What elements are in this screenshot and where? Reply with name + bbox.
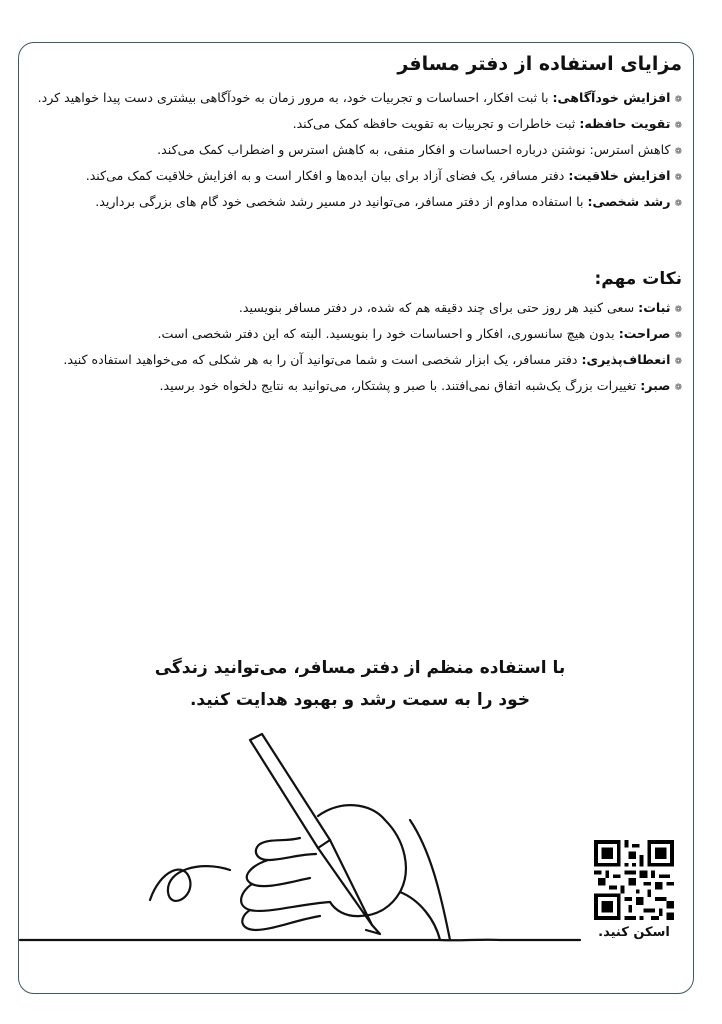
qr-code[interactable] <box>594 840 674 920</box>
benefits-title: مزایای استفاده از دفتر مسافر <box>397 53 682 75</box>
list-item: ❁کاهش استرس: نوشتن درباره احساسات و افکار منفی، به کاهش استرس و اضطراب کمک می‌کند. <box>157 142 682 157</box>
bullet-icon: ❁ <box>674 331 682 341</box>
notes-title: نکات مهم: <box>594 269 682 289</box>
quote-line-1: با استفاده منظم از دفتر مسافر، می‌توانید زندگی <box>154 658 566 678</box>
bullet-icon: ❁ <box>674 95 682 105</box>
scan-caption: اسکن کنید. <box>598 925 670 940</box>
list-item: ❁صبر: تغییرات بزرگ یک‌شبه اتفاق نمی‌افتند. با صبر و پشتکار، می‌توانید به نتایج دلخواه خود برسید. <box>159 378 682 393</box>
bullet-icon: ❁ <box>674 173 682 183</box>
bullet-icon: ❁ <box>674 383 682 393</box>
closing-quote <box>110 652 610 716</box>
quote-line-2: خود را به سمت رشد و بهبود هدایت کنید. <box>189 690 531 710</box>
bullet-icon: ❁ <box>674 357 682 367</box>
list-item: ❁تقویت حافظه: ثبت خاطرات و تجربیات به تقویت حافظه کمک می‌کند. <box>292 116 682 131</box>
bullet-icon: ❁ <box>674 199 682 209</box>
bullet-icon: ❁ <box>674 147 682 157</box>
benefits-list <box>32 86 682 216</box>
bullet-icon: ❁ <box>674 305 682 315</box>
list-item: ❁افزایش خلاقیت: دفتر مسافر، یک فضای آزاد برای بیان ایده‌ها و افکار است و به افزایش خلاقیت کمک می‌کند. <box>85 168 682 183</box>
main-content <box>32 50 682 400</box>
list-item: ❁انعطاف‌پذیری: دفتر مسافر، یک ابزار شخصی است و شما می‌توانید آن را به هر شکلی که می‌خواهید استفاده کنید. <box>63 352 682 367</box>
list-item: ❁صراحت: بدون هیچ سانسوری، افکار و احساسات خود را بنویسید. البته که این دفتر شخصی است. <box>157 326 682 341</box>
bullet-icon: ❁ <box>674 121 682 131</box>
list-item: ❁ثبات: سعی کنید هر روز حتی برای چند دقیقه هم که شده، در دفتر مسافر بنویسید. <box>238 300 682 315</box>
notes-section <box>32 266 682 400</box>
list-item: ❁رشد شخصی: با استفاده مداوم از دفتر مسافر، می‌توانید در مسیر رشد شخصی خود گام های بزرگی بردارید. <box>95 194 682 209</box>
list-item: ❁افزایش خودآگاهی: با ثبت افکار، احساسات و تجربیات خود، به مرور زمان به خودآگاهی بیشتری دست پیدا خواهید کرد. <box>37 90 682 105</box>
